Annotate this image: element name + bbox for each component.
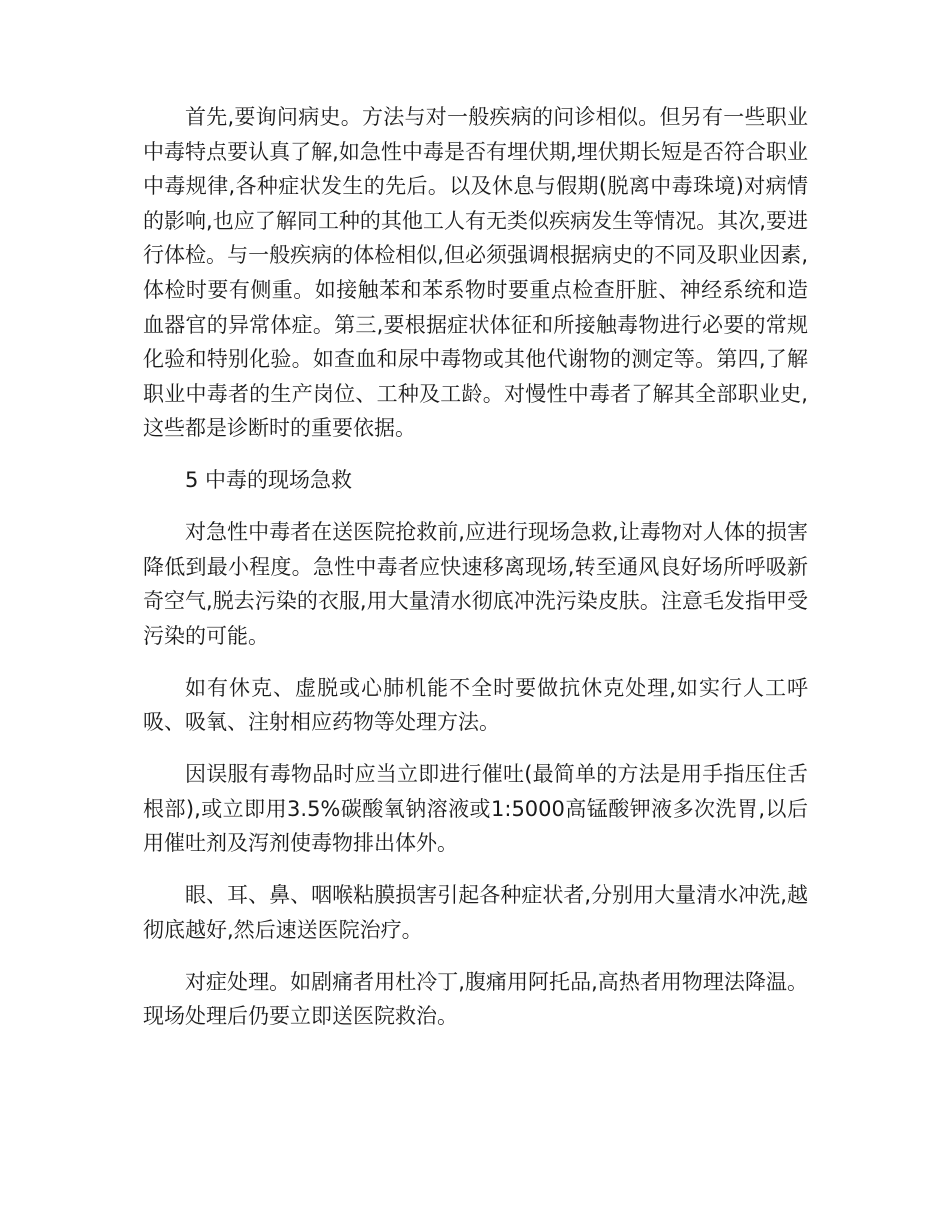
paragraph-mucosa: 眼、耳、鼻、咽喉粘膜损害引起各种症状者,分别用大量清水冲洗,越彻底越好,然后速送医院治疗。 <box>143 883 808 942</box>
paragraph-ingestion: 因误服有毒物品时应当立即进行催吐(最简单的方法是用手指压住舌根部),或立即用3.5%碳酸氧钠溶液或1:5000高锰酸钾液多次洗胃,以后用催吐剂及泻剂使毒物排出体外。 <box>143 762 808 856</box>
paragraph-onsite-rescue: 对急性中毒者在送医院抢救前,应进行现场急救,让毒物对人体的损害降低到最小程度。急性中毒者应快速移离现场,转至通风良好场所呼吸新奇空气,脱去污染的衣服,用大量清水彻底冲洗污染皮肤。注意毛发指甲受污染的可能。 <box>143 520 808 648</box>
document-body <box>143 100 808 1051</box>
paragraph-shock-treatment: 如有休克、虚脱或心肺机能不全时要做抗休克处理,如实行人工呼吸、吸氧、注射相应药物等处理方法。 <box>143 675 808 735</box>
paragraph-symptomatic: 对症处理。如剧痛者用杜冷丁,腹痛用阿托品,高热者用物理法降温。现场处理后仍要立即送医院救治。 <box>143 969 808 1029</box>
paragraph-diagnosis: 首先,要询问病史。方法与对一般疾病的问诊相似。但另有一些职业中毒特点要认真了解,如急性中毒是否有埋伏期,埋伏期长短是否符合职业中毒规律,各种症状发生的先后。以及休息与假期(脱离中毒珠境)对病情的影响,也应了解同工种的其他工人有无类似疾病发生等情况。其次,要进行体检。与一般疾病的体检相似,但必须强调根据病史的不同及职业因素,体检时要有侧重。如接触苯和苯系物时要重点检查肝脏、神经系统和造血器官的异常体症。第三,要根据症状体征和所接触毒物进行必要的常规化验和特别化验。如查血和尿中毒物或其他代谢物的测定等。第四,了解职业中毒者的生产岗位、工种及工龄。对慢性中毒者了解其全部职业史,这些都是诊断时的重要依据。 <box>143 105 808 441</box>
section-heading: 5 中毒的现场急救 <box>185 468 353 493</box>
